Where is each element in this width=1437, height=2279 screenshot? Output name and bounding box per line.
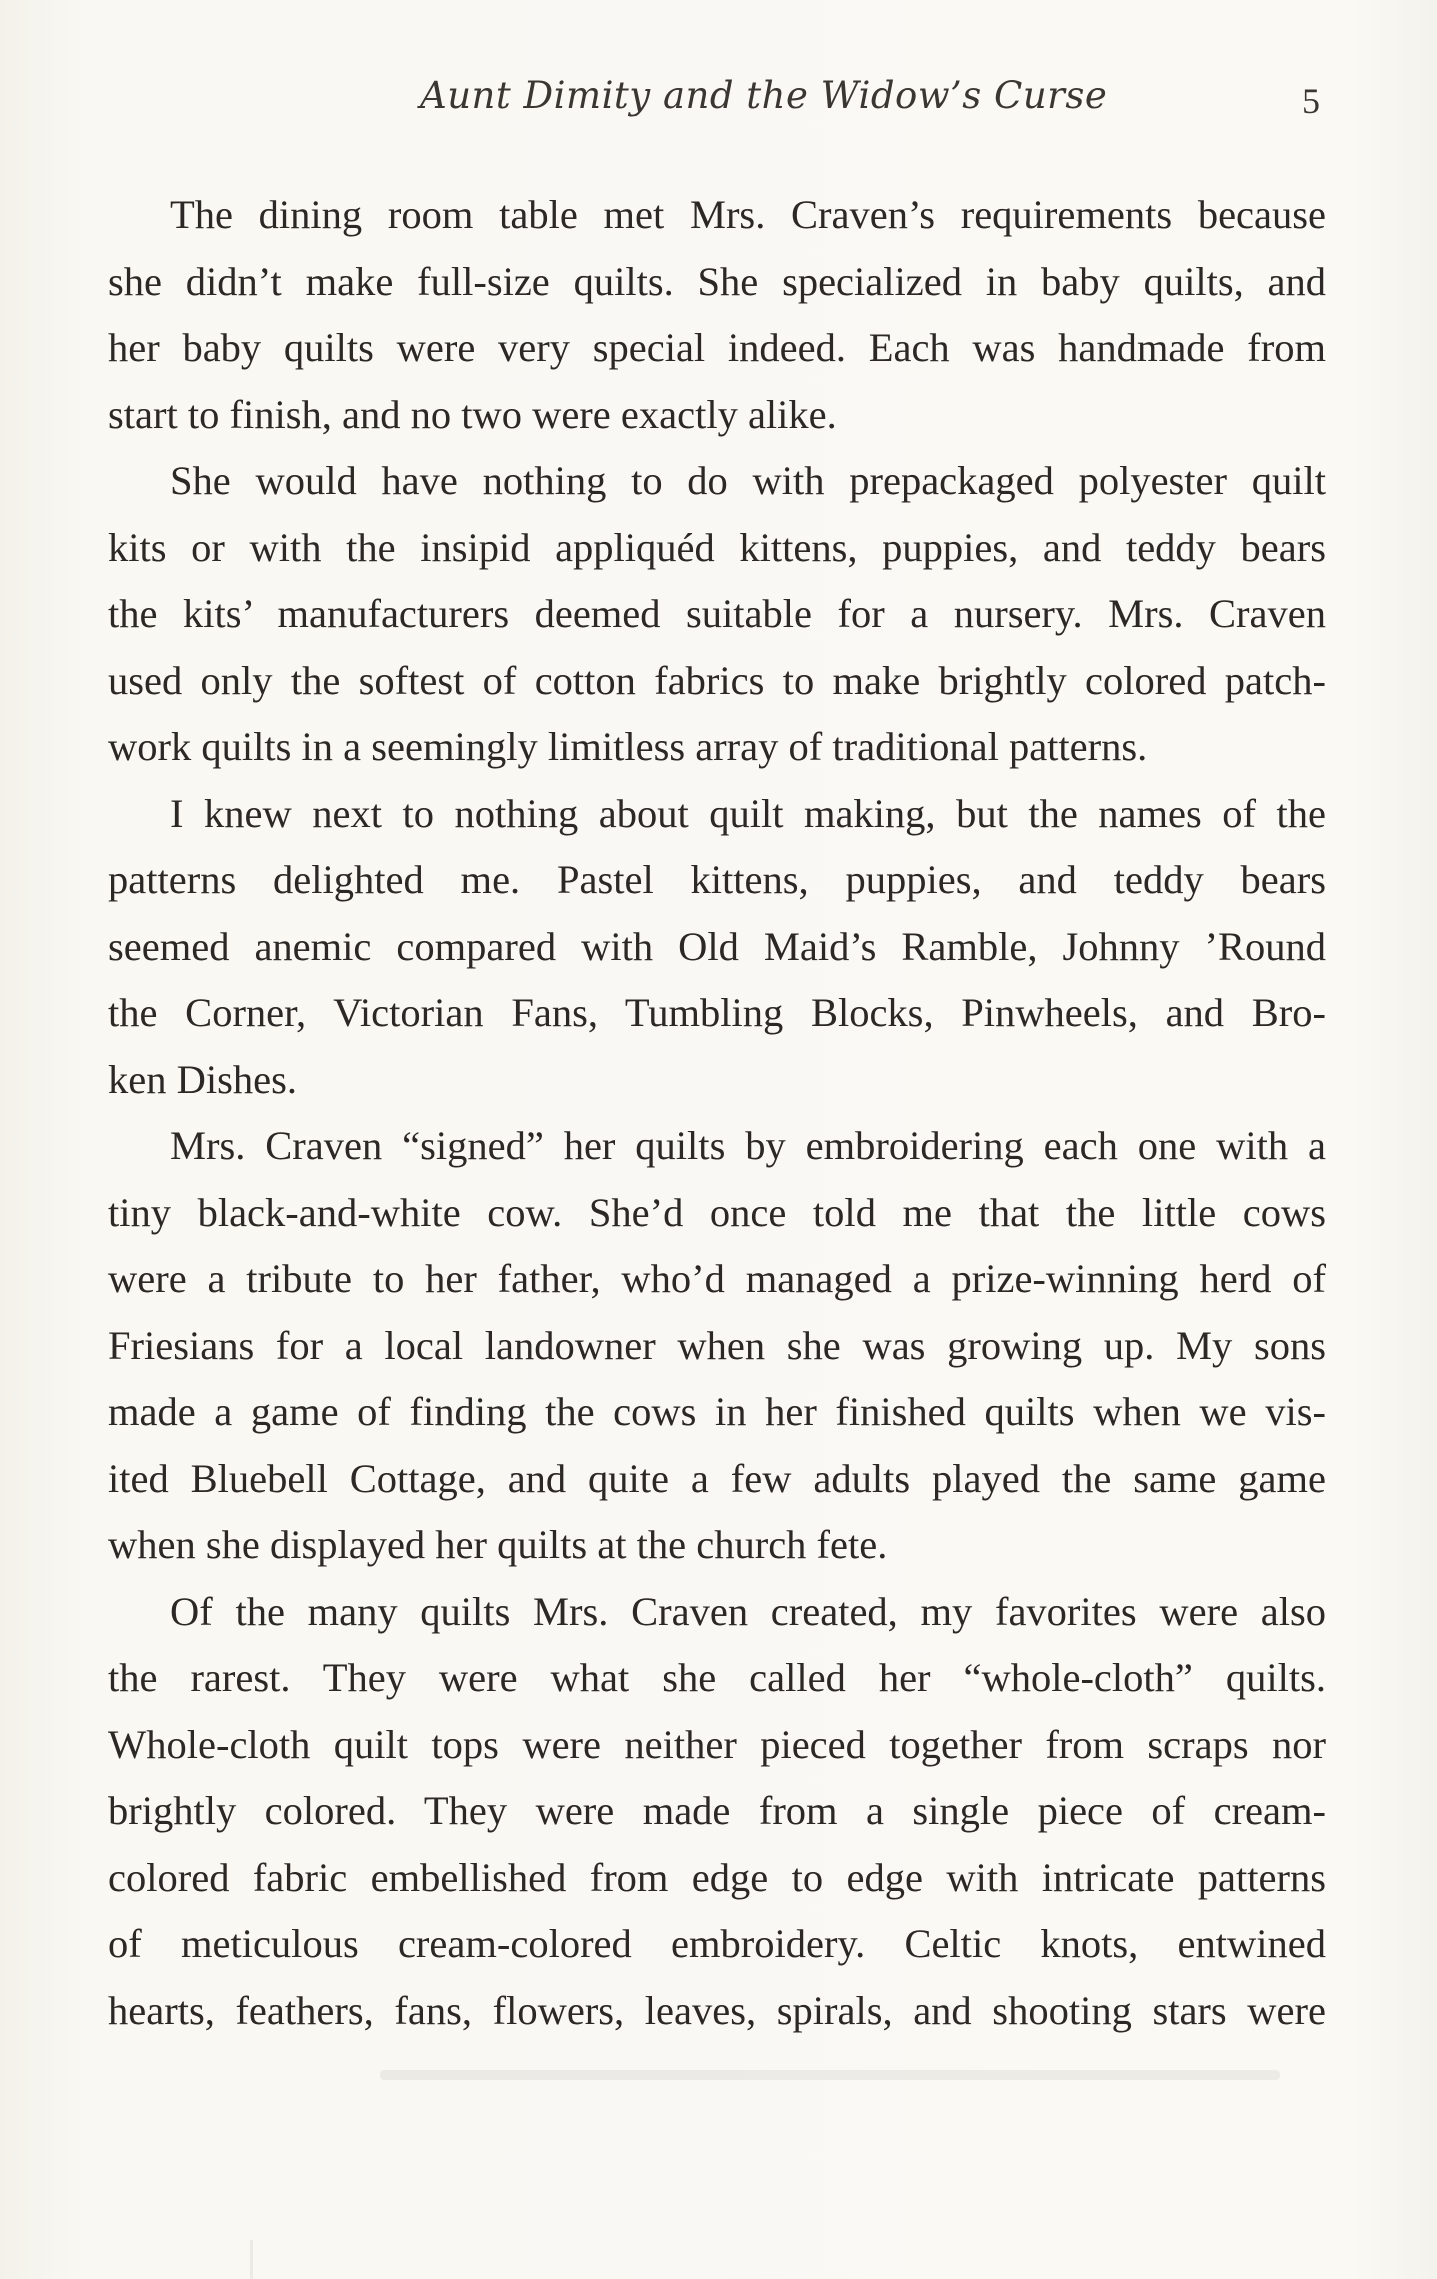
- text-line: the Corner, Victorian Fans, Tumbling Blocks, Pinwheels, and Bro-: [108, 990, 1326, 1035]
- text-line: the kits’ manufacturers deemed suitable for a nursery. Mrs. Craven: [108, 591, 1326, 636]
- text-line: start to finish, and no two were exactly alike.: [108, 391, 837, 437]
- text-line: were a tribute to her father, who’d managed a prize-winning herd of: [108, 1256, 1326, 1301]
- text-line: brightly colored. They were made from a single piece of cream-: [108, 1788, 1326, 1833]
- text-line: She would have nothing to do with prepackaged polyester quilt: [170, 458, 1326, 503]
- paragraph-1: [108, 182, 1326, 448]
- paragraph-3: [108, 781, 1326, 1114]
- text-line: hearts, feathers, fans, flowers, leaves, spirals, and shooting stars were: [108, 1987, 1326, 2033]
- text-line: colored fabric embellished from edge to edge with intricate patterns: [108, 1854, 1326, 1900]
- page-number: 5: [1302, 81, 1320, 121]
- running-head-title: Aunt Dimity and the Widow’s Curse: [420, 74, 1108, 117]
- text-line: kits or with the insipid appliquéd kittens, puppies, and teddy bears: [108, 524, 1326, 570]
- text-line: The dining room table met Mrs. Craven’s requirements because: [170, 192, 1326, 237]
- text-line: she didn’t make full-size quilts. She specialized in baby quilts, and: [108, 258, 1326, 304]
- text-line: seemed anemic compared with Old Maid’s Ramble, Johnny ’Round: [108, 923, 1326, 969]
- text-line: patterns delighted me. Pastel kittens, puppies, and teddy bears: [108, 857, 1326, 902]
- text-line: made a game of finding the cows in her finished quilts when we vis-: [108, 1389, 1326, 1434]
- text-line: tiny black-and-white cow. She’d once told me that the little cows: [108, 1189, 1326, 1235]
- text-line: ited Bluebell Cottage, and quite a few adults played the same game: [108, 1455, 1326, 1501]
- text-line: of meticulous cream-colored embroidery. Celtic knots, entwined: [108, 1921, 1326, 1966]
- text-line: Whole-cloth quilt tops were neither pieced together from scraps nor: [108, 1721, 1326, 1767]
- text-line: work quilts in a seemingly limitless array of traditional patterns.: [108, 724, 1148, 769]
- paragraph-5: [108, 1579, 1326, 2045]
- paper-scuff: [380, 2070, 1280, 2080]
- text-line: Mrs. Craven “signed” her quilts by embroidering each one with a: [170, 1123, 1326, 1168]
- body-text: [108, 182, 1326, 2044]
- paper-scuff: [250, 2240, 253, 2279]
- paragraph-2: [108, 448, 1326, 781]
- paragraph-4: [108, 1113, 1326, 1579]
- text-line: her baby quilts were very special indeed. Each was handmade from: [108, 325, 1326, 370]
- text-line: the rarest. They were what she called her “whole-cloth” quilts.: [108, 1655, 1326, 1700]
- text-line: when she displayed her quilts at the church fete.: [108, 1522, 888, 1567]
- text-line: Friesians for a local landowner when she was growing up. My sons: [108, 1322, 1326, 1368]
- text-line: ken Dishes.: [108, 1056, 297, 1102]
- text-line: used only the softest of cotton fabrics to make brightly colored patch-: [108, 657, 1326, 703]
- text-line: I knew next to nothing about quilt making, but the names of the: [170, 790, 1326, 836]
- text-line: Of the many quilts Mrs. Craven created, my favorites were also: [170, 1588, 1326, 1634]
